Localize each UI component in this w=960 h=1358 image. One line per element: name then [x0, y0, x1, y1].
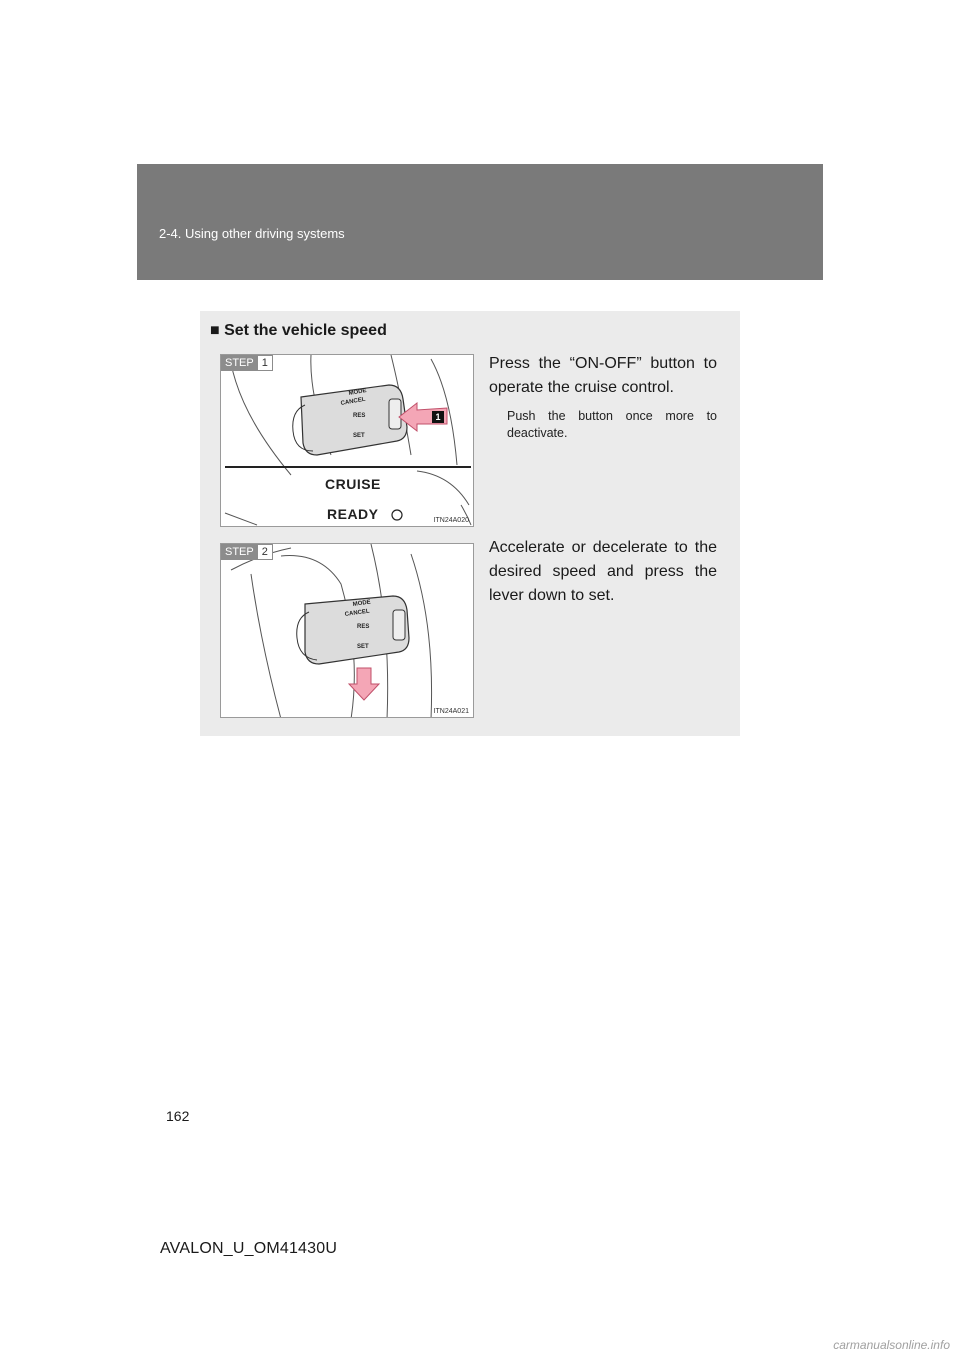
svg-text:RES: RES: [357, 624, 370, 630]
watermark: carmanualsonline.info: [833, 1338, 950, 1352]
callout-1: 1: [432, 411, 444, 423]
svg-text:MODE: MODE: [352, 599, 372, 608]
display-ready-text: READY: [327, 506, 379, 522]
lamp-indicator-icon: [392, 510, 402, 520]
page-number: 162: [166, 1108, 190, 1124]
step-1-figure: [220, 354, 474, 527]
step-1-text: Press the “ON-OFF” button to operate the cruise control.: [489, 355, 717, 396]
page-header: [137, 164, 823, 280]
lever-illustration-2: [221, 544, 474, 718]
manual-code: AVALON_U_OM41430U: [160, 1240, 338, 1257]
svg-text:RES: RES: [353, 413, 366, 419]
panel-title: ■ Set the vehicle speed: [210, 322, 387, 339]
display-cruise-text: CRUISE: [325, 476, 381, 492]
figure-code-2: ITN24A021: [433, 708, 469, 715]
svg-text:SET: SET: [353, 433, 365, 439]
svg-text:CANCEL: CANCEL: [344, 608, 371, 618]
step-2-figure: [220, 543, 474, 718]
step-2-text: Accelerate or decelerate to the desired speed and press the lever down to set.: [489, 539, 717, 604]
svg-text:SET: SET: [357, 644, 369, 650]
figure-code-1: ITN24A020: [433, 517, 469, 524]
svg-text:CANCEL: CANCEL: [340, 396, 366, 407]
step-1-note: Push the button once more to deactivate.: [507, 409, 717, 440]
step-1-badge: STEP 1: [221, 355, 273, 371]
instruction-panel: [200, 311, 740, 736]
step-2-badge: STEP 2: [221, 544, 273, 560]
svg-text:MODE: MODE: [348, 387, 368, 397]
section-title: 2-4. Using other driving systems: [159, 226, 345, 241]
lever-illustration-1: [221, 355, 474, 527]
